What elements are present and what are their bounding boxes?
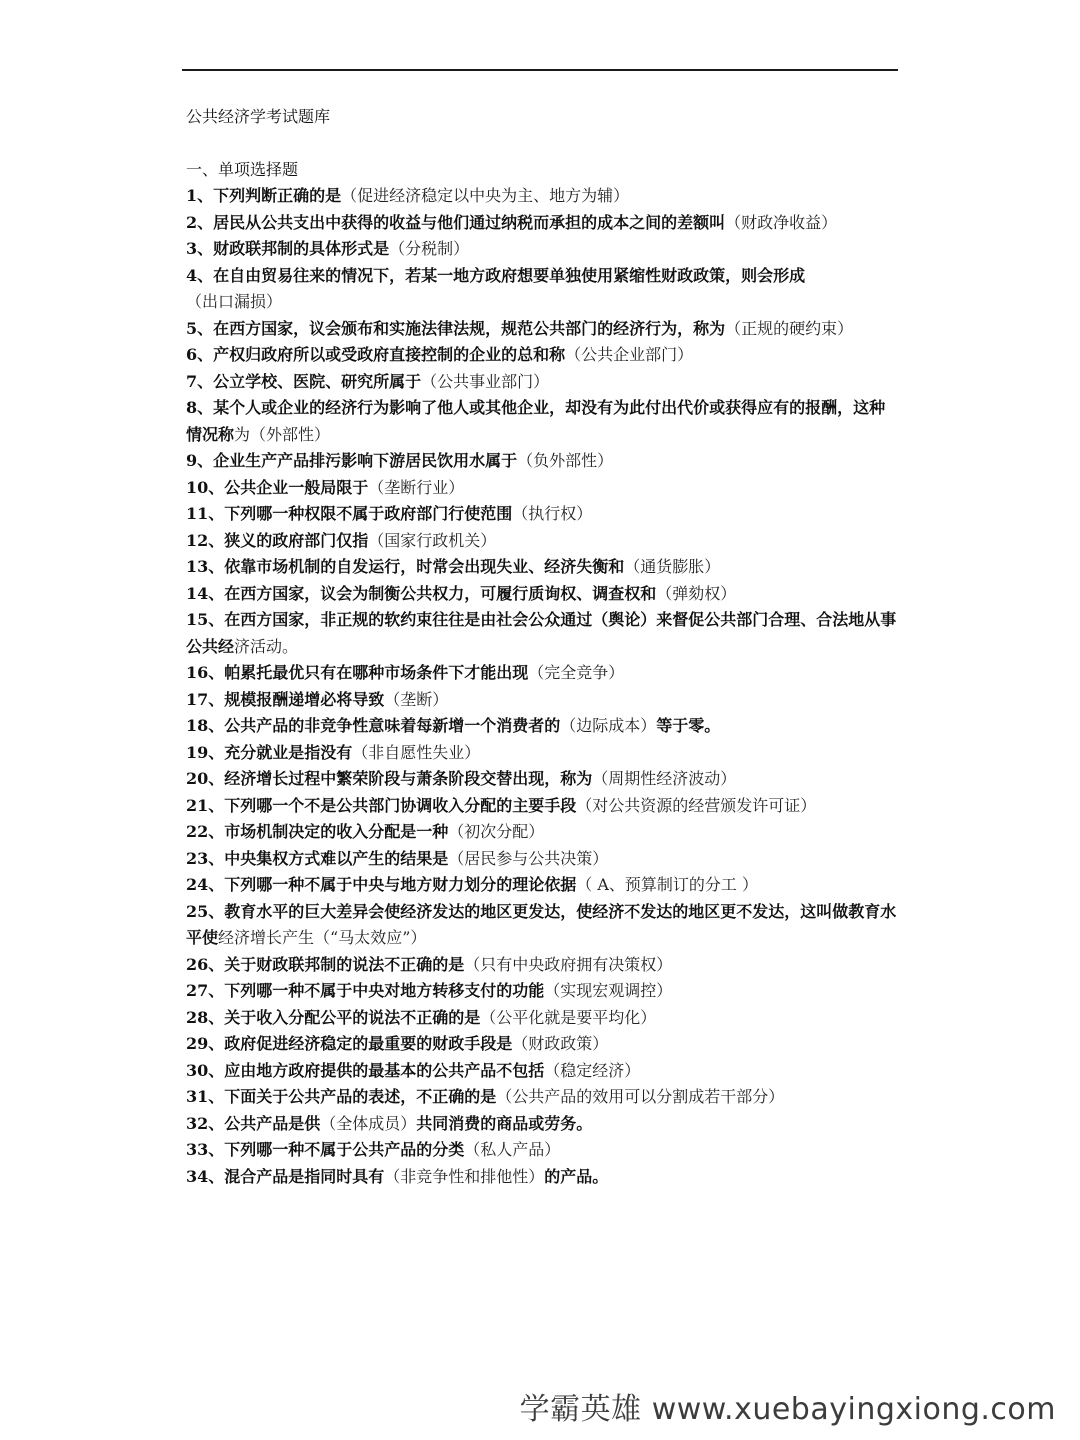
question-text: 10、公共企业一般局限于 xyxy=(186,477,369,497)
question-item xyxy=(186,554,898,581)
answer-text: （非竞争性和排他性） xyxy=(384,1166,545,1186)
question-text: 13、依靠市场机制的自发运行，时常会出现失业、经济失衡和 xyxy=(186,557,625,576)
question-item xyxy=(186,952,898,979)
section-heading: 一、单项选择题 xyxy=(186,159,299,179)
answer-text: （私人产品） xyxy=(464,1140,561,1159)
question-text: 33、下列哪一种不属于公共产品的分类 xyxy=(186,1140,465,1159)
question-item xyxy=(186,978,898,1005)
question-item xyxy=(186,501,898,528)
question-text: 28、关于收入分配公平的说法不正确的是 xyxy=(186,1007,481,1027)
question-text: 14、在西方国家，议会为制衡公共权力，可履行质询权、调查权和 xyxy=(186,583,657,603)
question-tail: 等于零。 xyxy=(656,716,721,735)
answer-text: （分税制） xyxy=(389,239,470,258)
question-text: 3、财政联邦制的具体形式是 xyxy=(186,239,390,258)
question-text: 24、下列哪一种不属于中央与地方财力划分的理论依据 xyxy=(186,875,577,894)
question-text: 22、市场机制决定的收入分配是一种 xyxy=(186,822,449,841)
answer-text: （通货膨胀） xyxy=(624,557,721,576)
question-text: 27、下列哪一种不属于中央对地方转移支付的功能 xyxy=(186,981,545,1000)
question-text: 12、狭义的政府部门仅指 xyxy=(186,530,369,550)
question-list xyxy=(186,183,898,1190)
question-item xyxy=(186,581,898,608)
question-item xyxy=(186,766,898,793)
question-text: 5、在西方国家，议会颁布和实施法律法规，规范公共部门的经济行为，称为 xyxy=(186,318,726,338)
question-text: 21、下列哪一个不是公共部门协调收入分配的主要手段 xyxy=(186,795,577,815)
answer-text: （负外部性） xyxy=(517,451,614,470)
question-item xyxy=(186,1084,898,1111)
answer-text: （稳定经济） xyxy=(544,1060,641,1080)
question-text: 11、下列哪一种权限不属于政府部门行使范围 xyxy=(186,504,513,523)
answer-text: （财政净收益） xyxy=(725,212,838,232)
answer-text: （垄断） xyxy=(384,689,449,709)
answer-text: （全体成员） xyxy=(320,1113,417,1133)
answer-text: （完全竞争） xyxy=(528,663,625,682)
header-rule xyxy=(182,69,898,71)
question-text: 17、规模报酬递增必将导致 xyxy=(186,689,385,709)
question-item xyxy=(186,1005,898,1032)
question-text: 26、关于财政联邦制的说法不正确的是 xyxy=(186,954,465,974)
answer-text: （只有中央政府拥有决策权） xyxy=(464,954,673,974)
document-title: 公共经济学考试题库 xyxy=(186,107,331,126)
answer-text: （实现宏观调控） xyxy=(544,981,673,1000)
question-text: 7、公立学校、医院、研究所属于 xyxy=(186,371,422,391)
question-tail: 的产品。 xyxy=(544,1166,609,1186)
question-item xyxy=(186,713,898,740)
answer-text: （非自愿性失业） xyxy=(352,742,481,762)
question-text: 4、在自由贸易往来的情况下，若某一地方政府想要单独使用紧缩性财政政策，则会形成 xyxy=(186,265,806,285)
question-text: 19、充分就业是指没有 xyxy=(186,742,353,762)
answer-text: （公共产品的效用可以分割成若干部分） xyxy=(496,1087,785,1106)
question-text: 1、下列判断正确的是 xyxy=(186,186,342,205)
question-item xyxy=(186,342,898,369)
answer-text: （周期性经济波动） xyxy=(592,769,737,788)
question-item xyxy=(186,1111,898,1138)
question-text: 16、帕累托最优只有在哪种市场条件下才能出现 xyxy=(186,663,529,682)
question-text: 6、产权归政府所以或受政府直接控制的企业的总和称 xyxy=(186,345,566,364)
question-item xyxy=(186,1031,898,1058)
question-item xyxy=(186,819,898,846)
question-text: 15、在西方国家，非正规的软约束往往是由社会公众通过（舆论）来督促公共部门合理、合法地从事公共经 xyxy=(186,610,897,656)
question-item xyxy=(186,1058,898,1085)
question-text: 23、中央集权方式难以产生的结果是 xyxy=(186,848,449,868)
question-item xyxy=(186,1137,898,1164)
answer-text: 为（外部性） xyxy=(234,424,331,444)
answer-text: （弹劾权） xyxy=(656,583,737,603)
question-item xyxy=(186,316,898,343)
answer-text: 经济增长产生（“马太效应”） xyxy=(218,928,427,947)
question-item xyxy=(186,475,898,502)
document-body xyxy=(186,104,898,1190)
question-item xyxy=(186,236,898,263)
question-item xyxy=(186,448,898,475)
question-item xyxy=(186,607,898,660)
question-text: 34、混合产品是指同时具有 xyxy=(186,1166,385,1186)
question-text: 32、公共产品是供 xyxy=(186,1113,321,1133)
question-item xyxy=(186,793,898,820)
answer-text: （居民参与公共决策） xyxy=(448,848,609,868)
answer-text: （公共事业部门） xyxy=(421,371,550,391)
question-text: 9、企业生产产品排污影响下游居民饮用水属于 xyxy=(186,451,518,470)
question-item xyxy=(186,872,898,899)
question-item xyxy=(186,1164,898,1191)
question-text: 8、某个人或企业的经济行为影响了他人或其他企业，却没有为此付出代价或获得应有的报酬，这种情况称 xyxy=(186,398,886,444)
watermark: 学霸英雄 www.xuebayingxiong.com xyxy=(519,1392,1056,1427)
question-text: 20、经济增长过程中繁荣阶段与萧条阶段交替出现，称为 xyxy=(186,769,593,788)
question-text: 2、居民从公共支出中获得的收益与他们通过纳税而承担的成本之间的差额叫 xyxy=(186,212,726,232)
answer-text: （ A、预算制订的分工 ） xyxy=(576,875,759,894)
question-item xyxy=(186,263,898,316)
question-item xyxy=(186,846,898,873)
question-item xyxy=(186,660,898,687)
question-item xyxy=(186,210,898,237)
answer-text: （国家行政机关） xyxy=(368,530,497,550)
question-tail: 共同消费的商品或劳务。 xyxy=(416,1113,593,1133)
question-text: 18、公共产品的非竞争性意味着每新增一个消费者的 xyxy=(186,716,561,735)
question-item xyxy=(186,395,898,448)
question-item xyxy=(186,369,898,396)
question-item xyxy=(186,899,898,952)
question-text: 25、教育水平的巨大差异会使经济发达的地区更发达，使经济不发达的地区更不发达，这叫做教育水平使 xyxy=(186,901,897,947)
question-text: 31、下面关于公共产品的表述，不正确的是 xyxy=(186,1087,497,1106)
answer-text: （对公共资源的经营颁发许可证） xyxy=(576,795,817,815)
question-item xyxy=(186,740,898,767)
answer-text: 济活动。 xyxy=(234,636,299,656)
answer-text: （公共企业部门） xyxy=(565,345,694,364)
answer-text: （正规的硬约束） xyxy=(725,318,854,338)
answer-text: （边际成本） xyxy=(560,716,657,735)
answer-text: （促进经济稳定以中央为主、地方为辅） xyxy=(341,186,630,205)
question-item xyxy=(186,183,898,210)
answer-text: （财政政策） xyxy=(512,1034,609,1053)
question-text: 29、政府促进经济稳定的最重要的财政手段是 xyxy=(186,1034,513,1053)
question-item xyxy=(186,528,898,555)
answer-text: （垄断行业） xyxy=(368,477,465,497)
answer-text: （初次分配） xyxy=(448,822,545,841)
question-text: 30、应由地方政府提供的最基本的公共产品不包括 xyxy=(186,1060,545,1080)
answer-text: （执行权） xyxy=(512,504,593,523)
question-item xyxy=(186,687,898,714)
answer-text: （公平化就是要平均化） xyxy=(480,1007,657,1027)
answer-text: （出口漏损） xyxy=(186,292,283,311)
